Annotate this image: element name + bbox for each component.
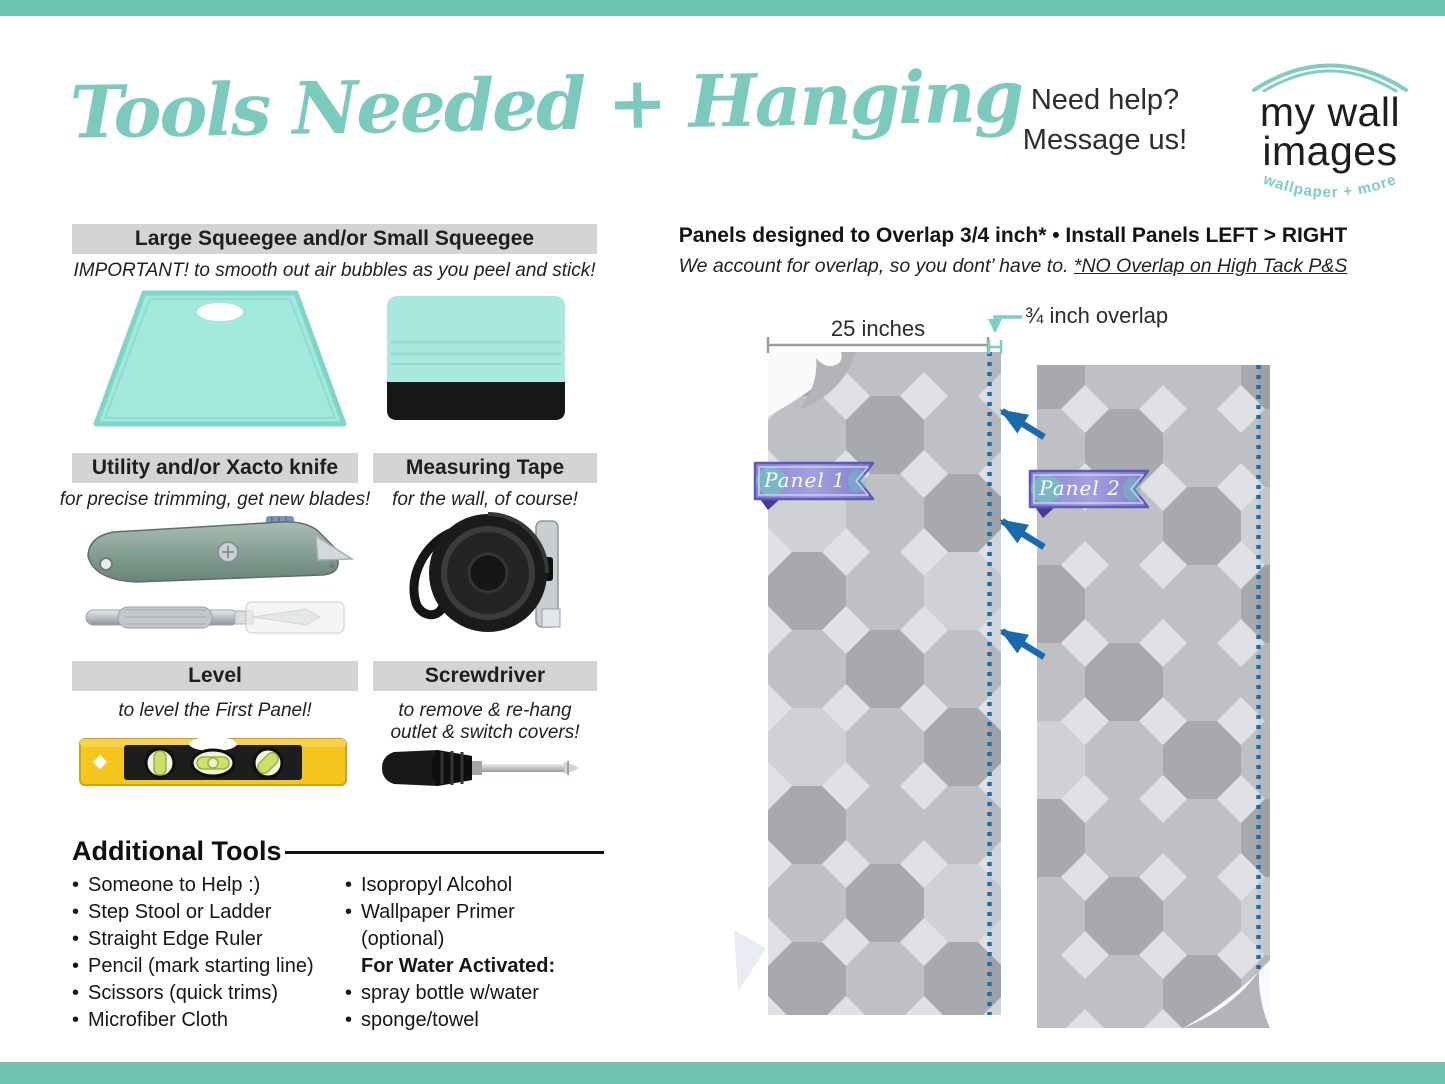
- note-knife: for precise trimming, get new blades!: [59, 489, 371, 510]
- list-item: • Step Stool or Ladder: [72, 901, 272, 923]
- additional-tools-title: Additional Tools: [72, 836, 282, 866]
- additional-tools-list-right: [345, 872, 601, 1034]
- list-item: • sponge/towel: [345, 1009, 479, 1031]
- list-item: For Water Activated:: [361, 955, 556, 977]
- logo-arcs-icon: [1246, 55, 1414, 93]
- note-squeegee: IMPORTANT! to smooth out air bubbles as you peel and stick!: [73, 260, 596, 281]
- list-item: • spray bottle w/water: [345, 982, 539, 1004]
- page-title: Tools Needed + Hanging: [69, 53, 1023, 155]
- section-header-knife: Utility and/or Xacto knife: [72, 453, 358, 483]
- list-item: • Straight Edge Ruler: [72, 928, 263, 950]
- logo-word-2: images: [1262, 127, 1398, 174]
- section-header-level: Level: [72, 661, 358, 691]
- note-screwdriver: to remove & re-hang outlet & switch covers!: [390, 700, 580, 744]
- help-line1: Need help?: [1030, 84, 1180, 116]
- overlap-label: ¾ inch overlap: [1025, 303, 1169, 328]
- list-item: • Wallpaper Primer: [345, 901, 515, 923]
- large-squeegee-graphic: [92, 290, 348, 428]
- panel-1-wallpaper: [768, 352, 1001, 1015]
- hanging-subline: We account for overlap, so you dont’ have to. *NO Overlap on High Tack P&S: [678, 255, 1348, 277]
- panel-1-ribbon: [753, 461, 875, 511]
- tape-measure-graphic: [396, 505, 564, 643]
- panel-2-label: Panel 2: [1039, 476, 1121, 500]
- list-item: • Microfiber Cloth: [72, 1009, 229, 1031]
- list-item: • Isopropyl Alcohol: [345, 874, 513, 896]
- section-header-squeegee: Large Squeegee and/or Small Squeegee: [72, 224, 597, 254]
- utility-and-xacto-knife-graphic: [80, 514, 358, 636]
- level-graphic: [78, 733, 348, 791]
- list-item: • Pencil (mark starting line): [72, 955, 314, 977]
- overlap-callout: [989, 317, 1022, 354]
- section-header-screwdriver: Screwdriver: [373, 661, 597, 691]
- hanging-headline: Panels designed to Overlap 3/4 inch* • Install Panels LEFT > RIGHT: [678, 224, 1348, 247]
- no-overlap-note: *NO Overlap on High Tack P&S: [1073, 255, 1348, 277]
- panel-width-label: 25 inches: [830, 316, 926, 341]
- help-line2: Message us!: [1022, 124, 1188, 157]
- bottom-accent-bar: [0, 1062, 1445, 1084]
- list-item: • Scissors (quick trims): [72, 982, 279, 1004]
- paper-curl-watermark: [728, 926, 770, 994]
- brand-logo: [1246, 55, 1414, 221]
- panel-1-label: Panel 1: [764, 468, 846, 492]
- header-rule: [285, 851, 604, 854]
- small-squeegee-graphic: [385, 294, 567, 422]
- panel-2-ribbon: [1028, 469, 1150, 519]
- top-accent-bar: [0, 0, 1445, 16]
- note-level: to level the First Panel!: [118, 700, 312, 721]
- list-item: (optional): [361, 928, 445, 950]
- logo-tagline-arc: [1246, 170, 1414, 216]
- additional-tools-list-left: [72, 872, 348, 1034]
- logo-word-1: my wall: [1259, 89, 1401, 135]
- section-header-tape: Measuring Tape: [373, 453, 597, 483]
- list-item: • Someone to Help :): [72, 874, 261, 896]
- panel-2-wallpaper: [1037, 365, 1270, 1028]
- additional-tools-header: [72, 836, 604, 867]
- note-tape: for the wall, of course!: [392, 489, 578, 510]
- svg-text:wallpaper + more: wallpaper + more: [1260, 171, 1400, 202]
- screwdriver-graphic: [380, 744, 580, 792]
- help-message: [1000, 80, 1210, 160]
